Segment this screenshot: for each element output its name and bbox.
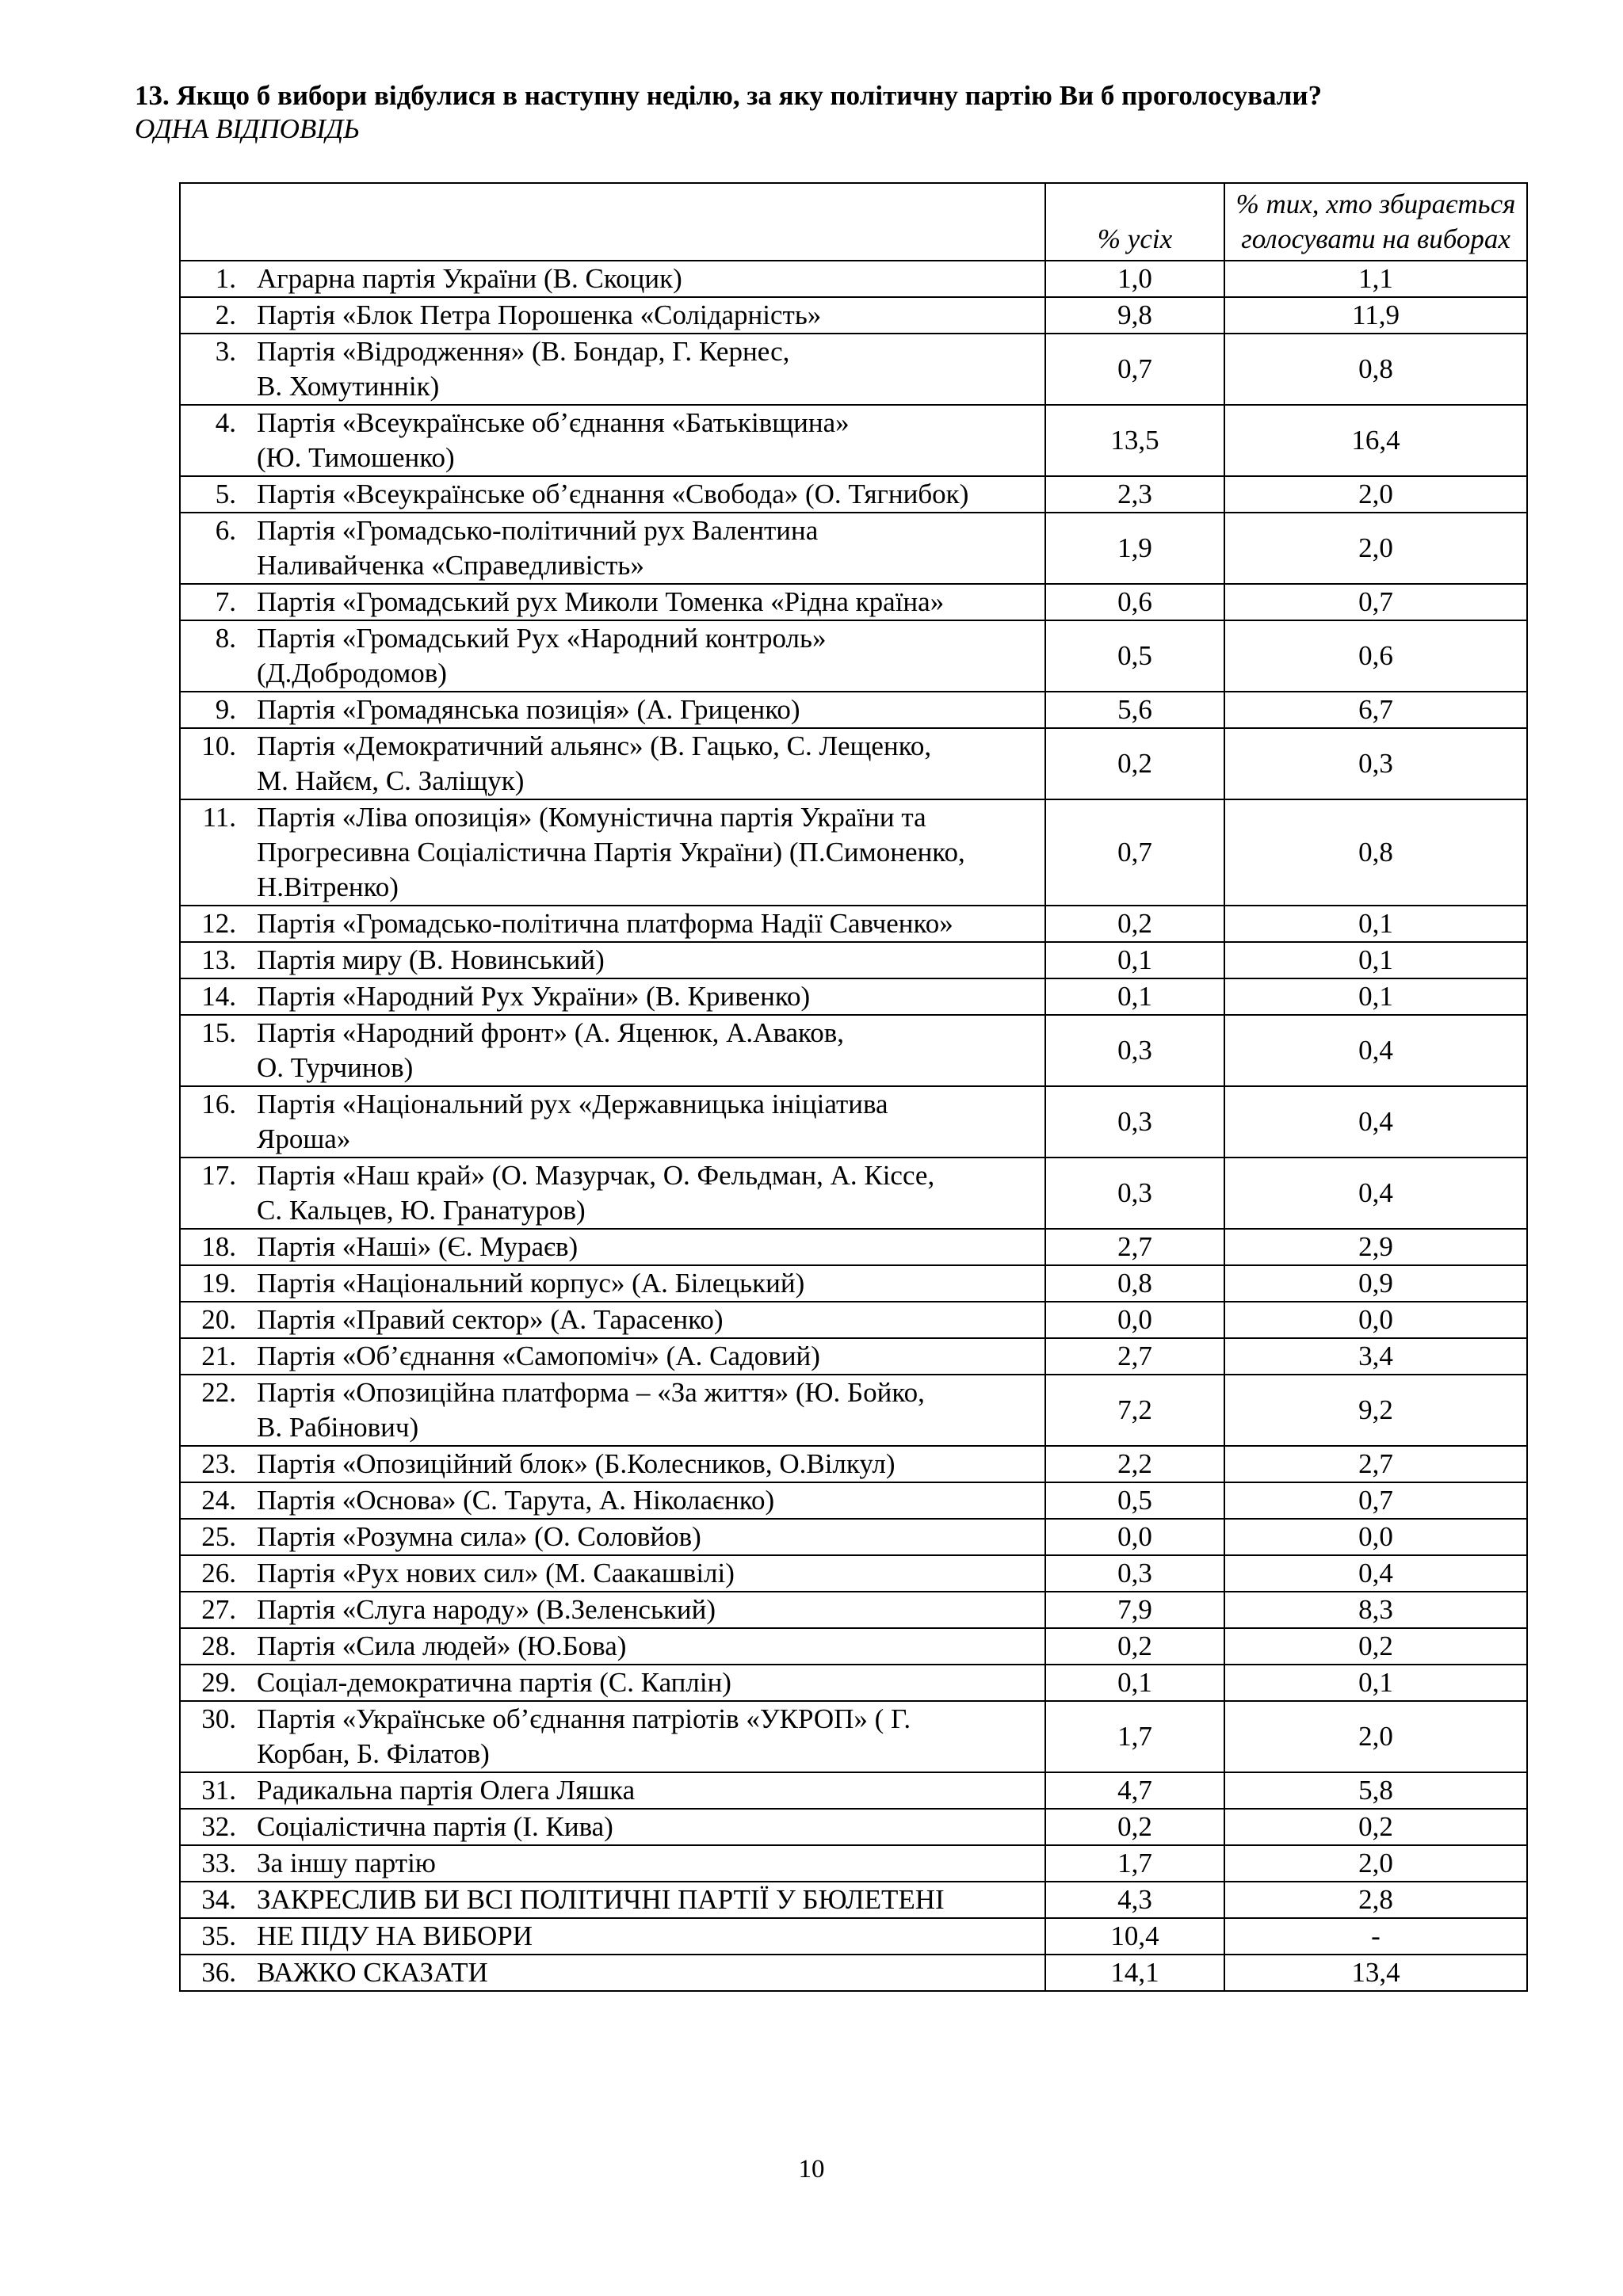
table-row [180,297,1527,334]
row-number: 18. [201,1231,236,1262]
percent-voters-cell: 0,4 [1224,1158,1527,1229]
party-cell [180,1338,1045,1375]
table-row [180,1519,1527,1555]
party-cell [180,799,1045,906]
row-number: 24. [201,1485,236,1516]
percent-voters-cell: 0,2 [1224,1628,1527,1665]
percent-all-cell: 13,5 [1045,405,1224,476]
party-cell [180,1302,1045,1338]
table-header-row [180,183,1527,261]
percent-voters-cell: 11,9 [1224,297,1527,334]
table-row [180,476,1527,513]
percent-voters-cell: 2,9 [1224,1229,1527,1265]
percent-voters-cell: 5,8 [1224,1772,1527,1809]
row-number: 33. [201,1848,236,1878]
party-cell [180,334,1045,405]
party-name: Партія «Блок Петра Порошенка «Солідарність» [257,299,822,330]
party-name: ЗАКРЕСЛИВ БИ ВСІ ПОЛІТИЧНІ ПАРТІЇ У БЮЛЕТЕНІ [257,1884,945,1915]
party-name: Радикальна партія Олега Ляшка [257,1775,636,1806]
percent-all-cell: 0,2 [1045,1809,1224,1845]
party-name: Партія «Розумна сила» (О. Соловйов) [257,1521,701,1552]
party-cell [180,1955,1045,1991]
party-cell [180,1592,1045,1628]
percent-voters-cell: 1,1 [1224,261,1527,297]
row-number: 4. [215,407,236,438]
percent-all-cell: 0,7 [1045,799,1224,906]
party-cell [180,906,1045,942]
row-number: 23. [201,1448,236,1479]
row-number: 1. [215,263,236,294]
row-number: 34. [201,1884,236,1915]
party-name: Партія «Опозиційна платформа – «За життя» (Ю. Бойко, В. Рабінович) [257,1377,925,1443]
party-name: Партія «Наші» (Є. Мураєв) [257,1231,579,1262]
row-number: 13. [201,944,236,975]
page-number: 10 [798,2155,825,2183]
percent-voters-cell: 6,7 [1224,692,1527,728]
table-row [180,692,1527,728]
percent-voters-cell: 16,4 [1224,405,1527,476]
row-number: 6. [215,515,236,546]
party-cell [180,1158,1045,1229]
party-name: Партія «Народний Рух України» (В. Кривенко) [257,981,811,1012]
party-cell [180,692,1045,728]
percent-voters-cell: 2,8 [1224,1882,1527,1918]
party-name: Аграрна партія України (В. Скоцик) [257,263,682,294]
row-number: 14. [201,981,236,1012]
percent-all-cell: 4,3 [1045,1882,1224,1918]
party-name: Партія миру (В. Новинський) [257,944,605,975]
percent-all-cell: 2,2 [1045,1446,1224,1482]
party-cell [180,584,1045,620]
percent-voters-cell: 0,1 [1224,978,1527,1015]
table-row [180,1882,1527,1918]
percent-voters-cell: 2,7 [1224,1446,1527,1482]
percent-voters-cell: 0,0 [1224,1519,1527,1555]
percent-voters-cell: 3,4 [1224,1338,1527,1375]
row-number: 7. [215,586,236,617]
party-name: Партія «Рух нових сил» (М. Саакашвілі) [257,1558,735,1589]
percent-all-cell: 9,8 [1045,297,1224,334]
party-cell [180,1375,1045,1446]
party-name: Партія «Слуга народу» (В.Зеленський) [257,1594,716,1625]
percent-all-cell: 0,3 [1045,1158,1224,1229]
party-name: Партія «Громадський Рух «Народний контроль» (Д.Добродомов) [257,623,827,688]
row-number: 28. [201,1630,236,1661]
party-name: Партія «Громадський рух Миколи Томенка «Рідна країна» [257,586,945,617]
party-cell [180,1772,1045,1809]
party-name: Партія «Всеукраїнське об’єднання «Батьківщина» (Ю. Тимошенко) [257,407,850,473]
party-name: Партія «Громадсько-політичний рух Валентина Наливайченка «Справедливість» [257,515,819,581]
percent-all-cell: 0,5 [1045,620,1224,692]
table-row [180,1375,1527,1446]
row-number: 26. [201,1558,236,1589]
party-cell [180,978,1045,1015]
party-name: Партія «Всеукраїнське об’єднання «Свобода» (О. Тягнибок) [257,479,969,509]
party-cell [180,261,1045,297]
table-row [180,1086,1527,1158]
table-row [180,1845,1527,1882]
percent-all-cell: 10,4 [1045,1918,1224,1955]
percent-voters-cell: 2,0 [1224,1845,1527,1882]
table-row [180,1158,1527,1229]
percent-voters-cell: 0,1 [1224,906,1527,942]
row-number: 31. [201,1775,236,1806]
percent-voters-cell: 0,8 [1224,334,1527,405]
percent-all-cell: 5,6 [1045,692,1224,728]
table-row [180,799,1527,906]
table-row [180,1015,1527,1086]
party-name: Партія «Українське об’єднання патріотів «УКРОП» ( Г. Корбан, Б. Філатов) [257,1703,911,1769]
table-row [180,334,1527,405]
table-row [180,620,1527,692]
percent-all-cell: 0,3 [1045,1015,1224,1086]
percent-voters-cell: - [1224,1918,1527,1955]
percent-all-cell: 0,6 [1045,584,1224,620]
row-number: 19. [201,1268,236,1299]
percent-all-cell: 2,3 [1045,476,1224,513]
percent-voters-cell: 8,3 [1224,1592,1527,1628]
table-row [180,1918,1527,1955]
row-number: 9. [215,694,236,725]
party-cell [180,1918,1045,1955]
row-number: 22. [201,1377,236,1408]
party-cell [180,728,1045,799]
percent-voters-cell: 13,4 [1224,1955,1527,1991]
table-row [180,906,1527,942]
party-name: Партія «Наш край» (О. Мазурчак, О. Фельдман, А. Кіссе, С. Кальцев, Ю. Гранатуров) [257,1160,935,1226]
percent-voters-cell: 0,1 [1224,1665,1527,1701]
party-name: Партія «Національний рух «Державницька ініціатива Яроша» [257,1089,888,1154]
table-row [180,1555,1527,1592]
party-name: Партія «Ліва опозиція» (Комуністична партія України та Прогресивна Соціалістична Партія України) (П.Симоненко, Н.Вітренко) [257,802,965,902]
table-row [180,1955,1527,1991]
results-table-body [180,183,1527,1991]
party-cell [180,1229,1045,1265]
row-number: 5. [215,479,236,509]
party-cell [180,405,1045,476]
row-number: 20. [201,1304,236,1335]
percent-voters-cell: 0,0 [1224,1302,1527,1338]
table-row [180,261,1527,297]
row-number: 27. [201,1594,236,1625]
row-number: 8. [215,623,236,654]
party-cell [180,1265,1045,1302]
percent-voters-cell: 0,8 [1224,799,1527,906]
percent-all-cell: 0,7 [1045,334,1224,405]
table-row [180,1482,1527,1519]
percent-all-cell: 4,7 [1045,1772,1224,1809]
percent-voters-cell: 0,4 [1224,1086,1527,1158]
header-percent-voters: % тих, хто збирається голосувати на виборах [1224,183,1527,261]
party-cell [180,297,1045,334]
percent-all-cell: 0,3 [1045,1086,1224,1158]
percent-all-cell: 2,7 [1045,1338,1224,1375]
party-name: ВАЖКО СКАЗАТИ [257,1957,488,1988]
percent-all-cell: 0,2 [1045,728,1224,799]
row-number: 21. [201,1341,236,1371]
percent-voters-cell: 0,6 [1224,620,1527,692]
header-percent-all: % усіх [1045,183,1224,261]
row-number: 32. [201,1811,236,1842]
party-cell [180,476,1045,513]
table-row [180,1701,1527,1772]
row-number: 30. [201,1703,236,1734]
party-cell [180,1882,1045,1918]
table-row [180,405,1527,476]
percent-all-cell: 0,1 [1045,942,1224,978]
party-name: Партія «Громадянська позиція» (А. Гриценко) [257,694,800,725]
instruction-text: ОДНА ВІДПОВІДЬ [135,113,360,144]
party-cell [180,1845,1045,1882]
row-number: 35. [201,1920,236,1951]
percent-all-cell: 0,1 [1045,1665,1224,1701]
percent-all-cell: 0,2 [1045,1628,1224,1665]
percent-all-cell: 0,5 [1045,1482,1224,1519]
table-row [180,513,1527,584]
percent-all-cell: 1,7 [1045,1845,1224,1882]
percent-all-cell: 0,0 [1045,1302,1224,1338]
row-number: 16. [201,1089,236,1119]
party-name: Соціал-демократична партія (С. Каплін) [257,1667,731,1698]
party-name: Партія «Народний фронт» (А. Яценюк, А.Аваков, О. Турчинов) [257,1017,845,1083]
party-cell [180,1015,1045,1086]
percent-all-cell: 7,2 [1045,1375,1224,1446]
party-cell [180,1446,1045,1482]
percent-all-cell: 0,8 [1045,1265,1224,1302]
party-name: Соціалістична партія (І. Кива) [257,1811,613,1842]
percent-all-cell: 2,7 [1045,1229,1224,1265]
question-text: 13. Якщо б вибори відбулися в наступну неділю, за яку політичну партію Ви б проголосували? [135,80,1323,111]
party-cell [180,942,1045,978]
percent-voters-cell: 0,9 [1224,1265,1527,1302]
percent-voters-cell: 2,0 [1224,513,1527,584]
table-row [180,1229,1527,1265]
row-number: 17. [201,1160,236,1191]
percent-all-cell: 0,1 [1045,978,1224,1015]
percent-voters-cell: 0,7 [1224,1482,1527,1519]
party-name: НЕ ПІДУ НА ВИБОРИ [257,1920,533,1951]
percent-all-cell: 1,9 [1045,513,1224,584]
row-number: 12. [201,908,236,939]
party-cell [180,1086,1045,1158]
party-name: Партія «Громадсько-політична платформа Надії Савченко» [257,908,953,939]
percent-all-cell: 14,1 [1045,1955,1224,1991]
party-cell [180,620,1045,692]
party-cell [180,1519,1045,1555]
row-number: 10. [201,730,236,761]
party-name: За іншу партію [257,1848,436,1878]
row-number: 29. [201,1667,236,1698]
party-name: Партія «Демократичний альянс» (В. Гацько, С. Лещенко, М. Найєм, С. Заліщук) [257,730,932,796]
party-cell [180,1809,1045,1845]
row-number: 2. [215,299,236,330]
table-row [180,1302,1527,1338]
percent-voters-cell: 9,2 [1224,1375,1527,1446]
party-cell [180,1628,1045,1665]
table-row [180,978,1527,1015]
table-row [180,942,1527,978]
percent-voters-cell: 0,4 [1224,1555,1527,1592]
percent-all-cell: 0,3 [1045,1555,1224,1592]
percent-voters-cell: 0,3 [1224,728,1527,799]
party-name: Партія «Сила людей» (Ю.Бова) [257,1630,627,1661]
percent-all-cell: 0,2 [1045,906,1224,942]
percent-voters-cell: 2,0 [1224,1701,1527,1772]
table-row [180,1665,1527,1701]
results-table [179,182,1528,1992]
table-row [180,1628,1527,1665]
percent-voters-cell: 2,0 [1224,476,1527,513]
row-number: 11. [202,802,236,833]
percent-all-cell: 7,9 [1045,1592,1224,1628]
table-row [180,1338,1527,1375]
party-cell [180,513,1045,584]
percent-voters-cell: 0,2 [1224,1809,1527,1845]
percent-voters-cell: 0,7 [1224,584,1527,620]
party-name: Партія «Основа» (С. Тарута, А. Ніколаєнко) [257,1485,775,1516]
party-name: Партія «Опозиційний блок» (Б.Колесников, О.Вілкул) [257,1448,896,1479]
table-row [180,1809,1527,1845]
row-number: 36. [201,1957,236,1988]
table-row [180,1446,1527,1482]
table-row [180,1265,1527,1302]
party-name: Партія «Відродження» (В. Бондар, Г. Кернес, В. Хомутиннік) [257,336,790,402]
party-cell [180,1701,1045,1772]
percent-voters-cell: 0,4 [1224,1015,1527,1086]
row-number: 15. [201,1017,236,1048]
party-name: Партія «Правий сектор» (А. Тарасенко) [257,1304,724,1335]
party-cell [180,1482,1045,1519]
percent-all-cell: 1,0 [1045,261,1224,297]
percent-all-cell: 1,7 [1045,1701,1224,1772]
table-row [180,1772,1527,1809]
percent-all-cell: 0,0 [1045,1519,1224,1555]
table-row [180,1592,1527,1628]
party-cell [180,1555,1045,1592]
party-name: Партія «Об’єднання «Самопоміч» (А. Садовий) [257,1341,820,1371]
header-blank-cell [180,183,1045,261]
party-cell [180,1665,1045,1701]
row-number: 3. [215,336,236,367]
table-row [180,584,1527,620]
party-name: Партія «Національний корпус» (А. Білецький) [257,1268,805,1299]
table-row [180,728,1527,799]
percent-voters-cell: 0,1 [1224,942,1527,978]
row-number: 25. [201,1521,236,1552]
